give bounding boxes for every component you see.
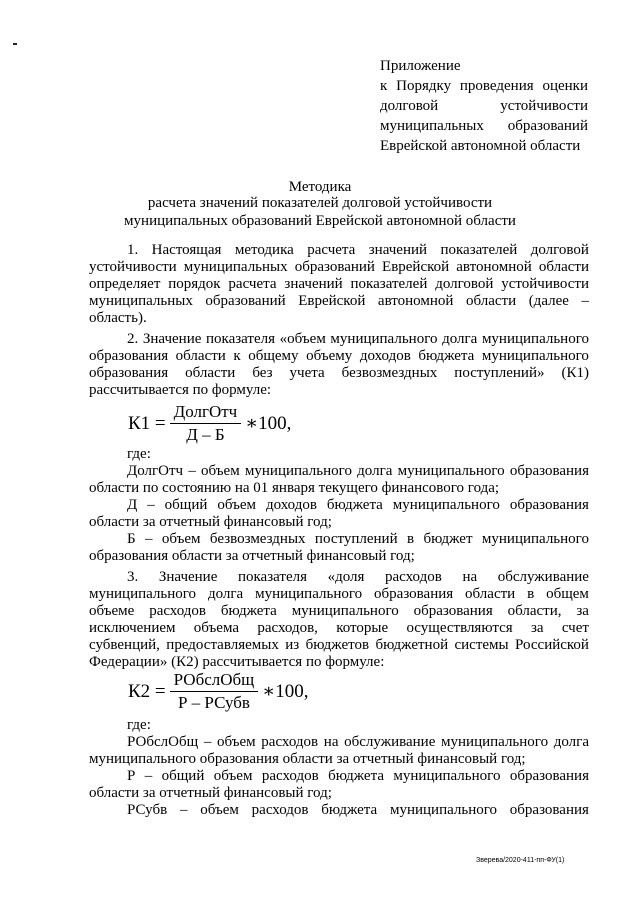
word: к	[233, 348, 241, 364]
word: объеме	[89, 603, 135, 619]
word: 2.	[127, 331, 139, 347]
word: без	[252, 365, 273, 381]
word: «объем	[279, 331, 326, 347]
document-subtitle: муниципальных образований Еврейской автономной области	[124, 213, 516, 229]
word: значений	[284, 276, 343, 292]
word: Значение	[142, 331, 202, 347]
word: муниципальных	[183, 259, 288, 275]
word: образований	[507, 118, 588, 134]
word: –	[179, 802, 188, 818]
word: бюджет	[423, 531, 473, 547]
scan-mark	[13, 43, 17, 45]
text-line	[89, 463, 589, 480]
text-line	[89, 637, 589, 654]
word: расчета	[307, 242, 356, 258]
word: расчета	[228, 276, 277, 292]
word: области	[538, 259, 589, 275]
text-line	[89, 620, 589, 637]
formula-k2	[128, 670, 308, 713]
appendix-line	[380, 76, 588, 96]
word: поступлений	[314, 531, 398, 547]
word: муниципальных	[89, 293, 193, 309]
formula-k1	[128, 402, 291, 445]
word: счет	[561, 620, 589, 636]
word: на	[462, 569, 478, 585]
word: бюджетов	[305, 637, 370, 653]
word: муниципального	[441, 734, 549, 750]
text-line: области за отчетный финансовый год;	[89, 514, 332, 530]
word: устойчивости	[89, 259, 177, 275]
word: на	[323, 734, 339, 750]
word: муниципального	[393, 768, 501, 784]
word: общий	[164, 497, 208, 513]
word: –	[144, 768, 153, 784]
word: образований	[205, 293, 286, 309]
word: долговой	[435, 276, 494, 292]
formula-numerator: ДолгОтч	[170, 402, 242, 424]
text-line	[89, 768, 589, 785]
word: проведения	[459, 78, 534, 94]
word: Еврейской	[382, 259, 450, 275]
word: поступлений»	[454, 365, 545, 381]
word: образований	[294, 259, 375, 275]
text-line	[89, 497, 589, 514]
word: Российской	[515, 637, 589, 653]
word: образования	[509, 802, 589, 818]
definitions-2	[89, 717, 589, 819]
word: методика	[234, 242, 294, 258]
appendix-line	[380, 116, 588, 136]
text-line	[89, 365, 589, 382]
word: расходов,	[257, 620, 318, 636]
word: муниципального	[481, 331, 589, 347]
text-line: Федерации» (К2) рассчитывается по формуле:	[89, 654, 385, 670]
word: муниципального	[89, 586, 197, 602]
word: «доля	[327, 569, 365, 585]
word: муниципального	[392, 497, 500, 513]
word: безвозмездных	[209, 531, 306, 547]
word: 3.	[127, 569, 139, 585]
word: образования	[509, 768, 589, 784]
word: автономной	[456, 259, 532, 275]
word: устойчивости	[500, 98, 588, 114]
word: области	[465, 293, 517, 309]
word: устойчивости	[501, 276, 589, 292]
document-title: Методика	[288, 179, 352, 195]
word: порядок	[168, 276, 221, 292]
paragraph-3	[89, 569, 589, 671]
word: Р	[127, 768, 136, 784]
word: обслуживание	[497, 569, 589, 585]
word: образования	[509, 497, 589, 513]
word: за	[530, 620, 544, 636]
word: общему	[248, 348, 299, 364]
text-line	[89, 293, 589, 310]
paragraph-1	[89, 242, 589, 327]
appendix-line: Приложение	[380, 58, 461, 74]
word: –	[145, 531, 153, 547]
word: долговой	[530, 242, 589, 258]
word: предоставляемых	[166, 637, 279, 653]
word: определяет	[89, 276, 161, 292]
formula-lhs: К2 =	[128, 680, 166, 702]
word: к	[380, 78, 388, 94]
word: объем	[201, 463, 240, 479]
paragraph-2	[89, 331, 589, 399]
word: расходов	[149, 603, 207, 619]
word: расходов	[251, 802, 309, 818]
word: общий	[161, 768, 205, 784]
word: (далее	[528, 293, 569, 309]
word: –	[581, 293, 589, 309]
word: муниципального	[291, 603, 399, 619]
word: показателя	[205, 331, 276, 347]
definitions-1	[89, 446, 589, 565]
word: образования	[509, 463, 589, 479]
formula-numerator: РОбслОбщ	[170, 670, 259, 692]
text-line	[89, 276, 589, 293]
text-line	[89, 531, 589, 548]
formula-lhs: К1 =	[128, 412, 166, 434]
word: доходов	[265, 497, 317, 513]
word: муниципального	[389, 802, 498, 818]
text-line: рассчитывается по формуле:	[89, 382, 272, 398]
word: учета	[289, 365, 325, 381]
word: долга	[357, 463, 393, 479]
word: бюджета	[321, 802, 378, 818]
word: образования	[413, 603, 493, 619]
document-id-footer: Зверева/2020-411-пп-ФУ(1)	[476, 857, 565, 864]
formula-rhs: ∗100,	[262, 681, 309, 702]
word: долга	[207, 586, 244, 602]
word: муниципального	[244, 463, 352, 479]
text-line	[89, 331, 589, 348]
text-line	[89, 802, 589, 819]
word: объем	[200, 802, 239, 818]
formula-fraction	[170, 402, 242, 445]
word: Значение	[158, 569, 218, 585]
text-line	[89, 569, 589, 586]
word: за	[576, 603, 589, 619]
word: объема	[193, 620, 240, 636]
word: РОбслОбщ	[127, 734, 199, 750]
word: бюджета	[328, 768, 384, 784]
word: объем	[217, 497, 257, 513]
word: в	[406, 531, 415, 547]
word: объем	[161, 531, 201, 547]
word: 1.	[127, 242, 139, 258]
formula-fraction	[170, 670, 259, 713]
word: оценки	[542, 78, 588, 94]
word: образования	[89, 348, 169, 364]
word: муниципального	[255, 586, 363, 602]
word: –	[188, 463, 196, 479]
word: области,	[507, 603, 562, 619]
text-line	[89, 734, 589, 751]
appendix-header	[380, 56, 588, 156]
word: безвозмездных	[341, 365, 438, 381]
word: РСубв	[127, 802, 168, 818]
word: доходов	[359, 348, 411, 364]
word: Д	[127, 497, 138, 513]
word: показателей	[440, 242, 518, 258]
word: –	[203, 734, 212, 750]
word: бюджета	[326, 497, 383, 513]
word: объем	[213, 768, 253, 784]
word: в	[527, 586, 535, 602]
word: бюджетной	[375, 637, 449, 653]
text-line	[89, 586, 589, 603]
word: субвенций,	[89, 637, 160, 653]
word: объем	[216, 734, 256, 750]
formula-rhs: ∗100,	[245, 413, 292, 434]
where-label: где:	[127, 446, 151, 462]
word: долговой	[380, 98, 439, 114]
word: показателей	[350, 276, 428, 292]
word: Еврейской	[298, 293, 366, 309]
text-line: области по состоянию на 01 января текущего финансового года;	[89, 480, 500, 496]
word: муниципального	[481, 348, 589, 364]
word: области	[185, 365, 236, 381]
word: общем	[546, 586, 589, 602]
word: муниципального	[481, 531, 589, 547]
document-subtitle: расчета значений показателей долговой устойчивости	[147, 195, 493, 211]
appendix-line	[380, 96, 588, 116]
word: долга	[442, 331, 478, 347]
word: Настоящая	[151, 242, 222, 258]
word: расходов	[385, 569, 442, 585]
appendix-line: Еврейской автономной области	[380, 138, 581, 154]
word: расходов	[261, 734, 319, 750]
word: муниципальных	[380, 118, 484, 134]
word: автономной	[377, 293, 454, 309]
word: –	[147, 497, 155, 513]
word: муниципального	[330, 331, 438, 347]
word: бюджета	[418, 348, 475, 364]
word: значений	[368, 242, 428, 258]
word: расходов	[261, 768, 319, 784]
text-line	[89, 603, 589, 620]
word: исключением	[89, 620, 176, 636]
word: области	[465, 586, 516, 602]
word: Б	[127, 531, 136, 547]
word: образования	[374, 586, 454, 602]
formula-denominator: Р – РСубв	[177, 693, 250, 712]
text-line	[89, 259, 589, 276]
text-line	[89, 348, 589, 365]
text-line: область).	[89, 310, 147, 326]
text-line: муниципального образования области за отчетный финансовый год;	[89, 751, 526, 767]
word: показателя	[237, 569, 307, 585]
word: объему	[306, 348, 353, 364]
word: Порядку	[396, 78, 452, 94]
word: которые	[336, 620, 389, 636]
where-label: где:	[127, 717, 151, 733]
word: муниципального	[397, 463, 505, 479]
word: (К1)	[561, 365, 589, 381]
word: системы	[454, 637, 509, 653]
formula-denominator: Д – Б	[186, 425, 225, 444]
word: долга	[553, 734, 589, 750]
text-line: области за отчетный финансовый год;	[89, 785, 332, 801]
word: обслуживание	[344, 734, 436, 750]
word: ДолгОтч	[127, 463, 184, 479]
word: бюджета	[220, 603, 277, 619]
word: образования	[89, 365, 169, 381]
word: из	[285, 637, 300, 653]
word: области	[175, 348, 226, 364]
text-line	[89, 242, 589, 259]
word: осуществляются	[406, 620, 513, 636]
text-line: образования области за отчетный финансовый год;	[89, 548, 415, 564]
